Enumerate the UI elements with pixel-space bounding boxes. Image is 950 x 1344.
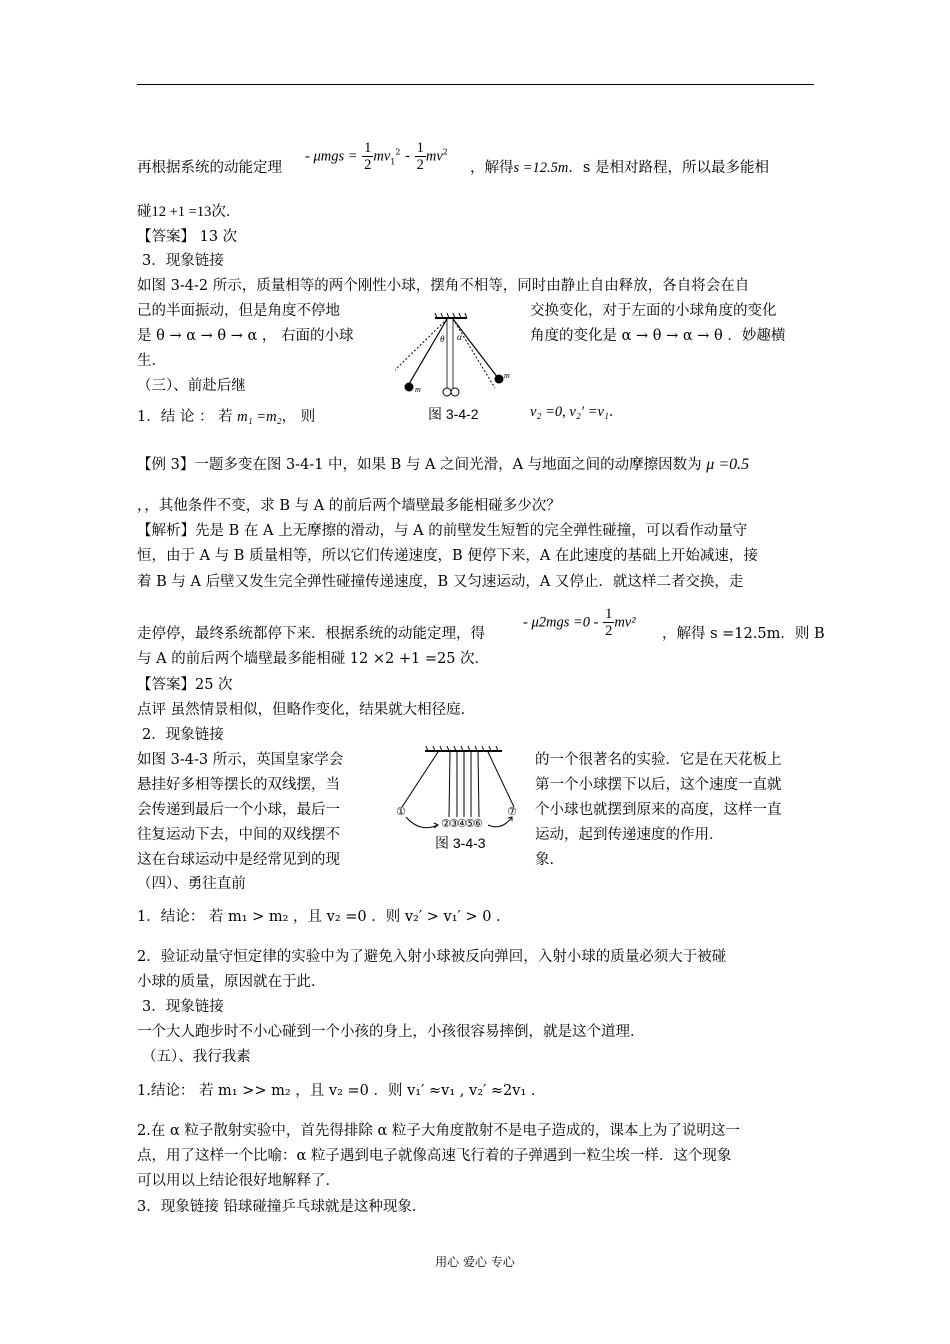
p1b: 碰12 +1 =13次． (137, 204, 241, 220)
pend2-l3-left: 会传递到最后一个小球，最后一 (137, 802, 340, 818)
analysis-equation: - μ2mgs =0 - $\frac{1}{2}$ mv² (523, 606, 636, 639)
mass-label-left: m (415, 385, 421, 394)
pend2-l2-right: 第一个小球摆下以后，这个速度一直就 (535, 777, 782, 793)
ball-2: ② (441, 817, 451, 830)
conclusion-3: 1.结论： 若 m₁ >> m₂ ，且 v₂ =0 ．则 v₁′ ≈v₁ , v₂′ ≈2v₁ ． (137, 1083, 546, 1099)
pend2-l5-left: 这在台球运动中是经常见到的现 (137, 852, 340, 868)
example-3-line2: ，，其他条件不变，求 B 与 A 的前后两个墙壁最多能相碰多少次？ (137, 498, 561, 514)
verify-line1: 2．验证动量守恒定律的实验中为了避免入射小球被反向弹回，入射小球的质量必须大于被碰 (137, 949, 727, 965)
comment: 点评 虽然情景相似，但略作变化，结果就大相径庭． (137, 702, 476, 718)
pend2-l2-left: 悬挂好多相等摆长的双线摆，当 (137, 777, 340, 793)
section-three: （三）、前赴后继 (137, 378, 246, 394)
page-footer: 用心 爱心 专心 (435, 1255, 515, 1269)
pend1-line4: 生． (137, 353, 166, 369)
runner-text: 一个大人跑步时不小心碰到一个小孩的身上，小孩很容易摔倒，就是这个道理． (137, 1024, 645, 1040)
p1-lead: 再根据系统的动能定理 (137, 160, 282, 176)
pend2-l4-left: 往复运动下去，中间的双线摆不 (137, 827, 340, 843)
ball-7: ⑦ (507, 805, 517, 818)
pend1-line3-right: 角度的变化是 α → θ → α → θ ．妙趣横 (530, 328, 786, 344)
alpha-line3: 可以用以上结论很好地解释了． (137, 1173, 340, 1189)
analysis-line3: 着 B 与 A 后壁又发生完全弹性碰撞传递速度，B 又匀速运动，A 又停止．就这样二者交换，走 (137, 574, 744, 590)
ball-1: ① (396, 805, 406, 818)
verify-line2: 小球的质量，原因就在于此． (137, 974, 326, 990)
ball-6: ⑥ (473, 817, 483, 830)
conclusion-1-left: 1．结 论 ： 若 m₁ =m₂， 则 (137, 409, 316, 425)
answer-1: 【答案】 13 次 (137, 229, 238, 245)
pend2-l4-right: 运动，起到传递速度的作用． (535, 827, 724, 843)
pend2-l1-left: 如图 3-4-3 所示，英国皇家学会 (137, 752, 344, 768)
ball-5: ⑤ (465, 817, 475, 830)
ball-3: ③ (449, 817, 459, 830)
alpha-line1: 2.在 α 粒子散射实验中，首先得排除 α 粒子大角度散射不是电子造成的，课本上为了说明这一 (137, 1123, 740, 1139)
analysis-line5: 与 A 的前后两个墙壁最多能相碰 12 ×2 +1 =25 次． (137, 651, 490, 667)
analysis-line1: 【解析】先是 B 在 A 上无摩擦的滑动，与 A 的前壁发生短暂的完全弹性碰撞，可以看作动量守 (137, 523, 748, 539)
pend2-l1-right: 的一个很著名的实验．它是在天花板上 (535, 752, 782, 768)
theta-label: θ (440, 334, 445, 344)
pend1-line1: 如图 3-4-2 所示，质量相等的两个刚性小球，摆角不相等，同时由静止自由释放，各自将会在自 (137, 278, 750, 294)
analysis-line4-right: ，解得 s =12.5m．则 B (662, 626, 825, 642)
section-four: （四）、勇往直前 (137, 876, 246, 892)
pend2-l3-right: 个小球也就摆到原来的高度，这样一直 (535, 802, 782, 818)
analysis-line4-left: 走停停，最终系统都停下来．根据系统的动能定理，得 (137, 626, 485, 642)
section-five: （五）、我行我素 (142, 1049, 251, 1065)
pend1-line2-left: 己的半面振动，但是角度不停地 (137, 303, 340, 319)
section-phenomenon-3: 3．现象链接 (142, 999, 224, 1015)
analysis-line2: 恒，由于 A 与 B 质量相等，所以它们传递速度，B 便停下来，A 在此速度的基础上开始减速，接 (137, 548, 758, 564)
conclusion-1-result: v₂ =0, v₂′ =v₁． (530, 404, 624, 420)
section-phenomenon-4: 3．现象链接 铅球碰撞乒乓球就是这种现象． (137, 1199, 427, 1215)
p1-equation: - μmgs = $\frac{1}{2}$ $mv_1^2$ - $\frac{1}{2}$ $mv^2$ (305, 140, 448, 173)
caption-3-4-2: 图 3-4-2 (428, 406, 479, 422)
section-phenomenon-2: 2．现象链接 (142, 727, 224, 743)
ball-4: ④ (457, 817, 467, 830)
answer-2: 【答案】25 次 (137, 677, 233, 693)
conclusion-2: 1．结论： 若 m₁ > m₂ ，且 v₂ =0 ．则 v₂′ > v₁′ > 0 ． (137, 909, 511, 925)
p1-rest: ，解得s =12.5m．s 是相对路程，所以最多能相 (470, 160, 769, 176)
pend1-line3-left: 是 θ → α → θ → α ， 右面的小球 (137, 328, 354, 344)
header-rule (137, 84, 814, 85)
pendulum-figure-3-4-2 (395, 312, 525, 402)
caption-3-4-3: 图 3-4-3 (435, 835, 486, 851)
alpha-line2: 点，用了这样一个比喻：α 粒子遇到电子就像高速飞行着的子弹遇到一粒尘埃一样．这个现象 (137, 1148, 732, 1164)
newtons-cradle-figure-3-4-3 (390, 745, 530, 835)
section-phenomenon-1: 3．现象链接 (142, 253, 224, 269)
pend2-l5-right: 象． (535, 852, 564, 868)
alpha-label: α (457, 332, 462, 342)
example-3-line1: 【例 3】一题多变在图 3-4-1 中，如果 B 与 A 之间光滑，A 与地面之间的动摩擦因数为 μ =0.5 (137, 456, 750, 473)
mass-label-right: m (504, 371, 510, 380)
pend1-line2-right: 交换变化，对于左面的小球角度的变化 (530, 303, 777, 319)
